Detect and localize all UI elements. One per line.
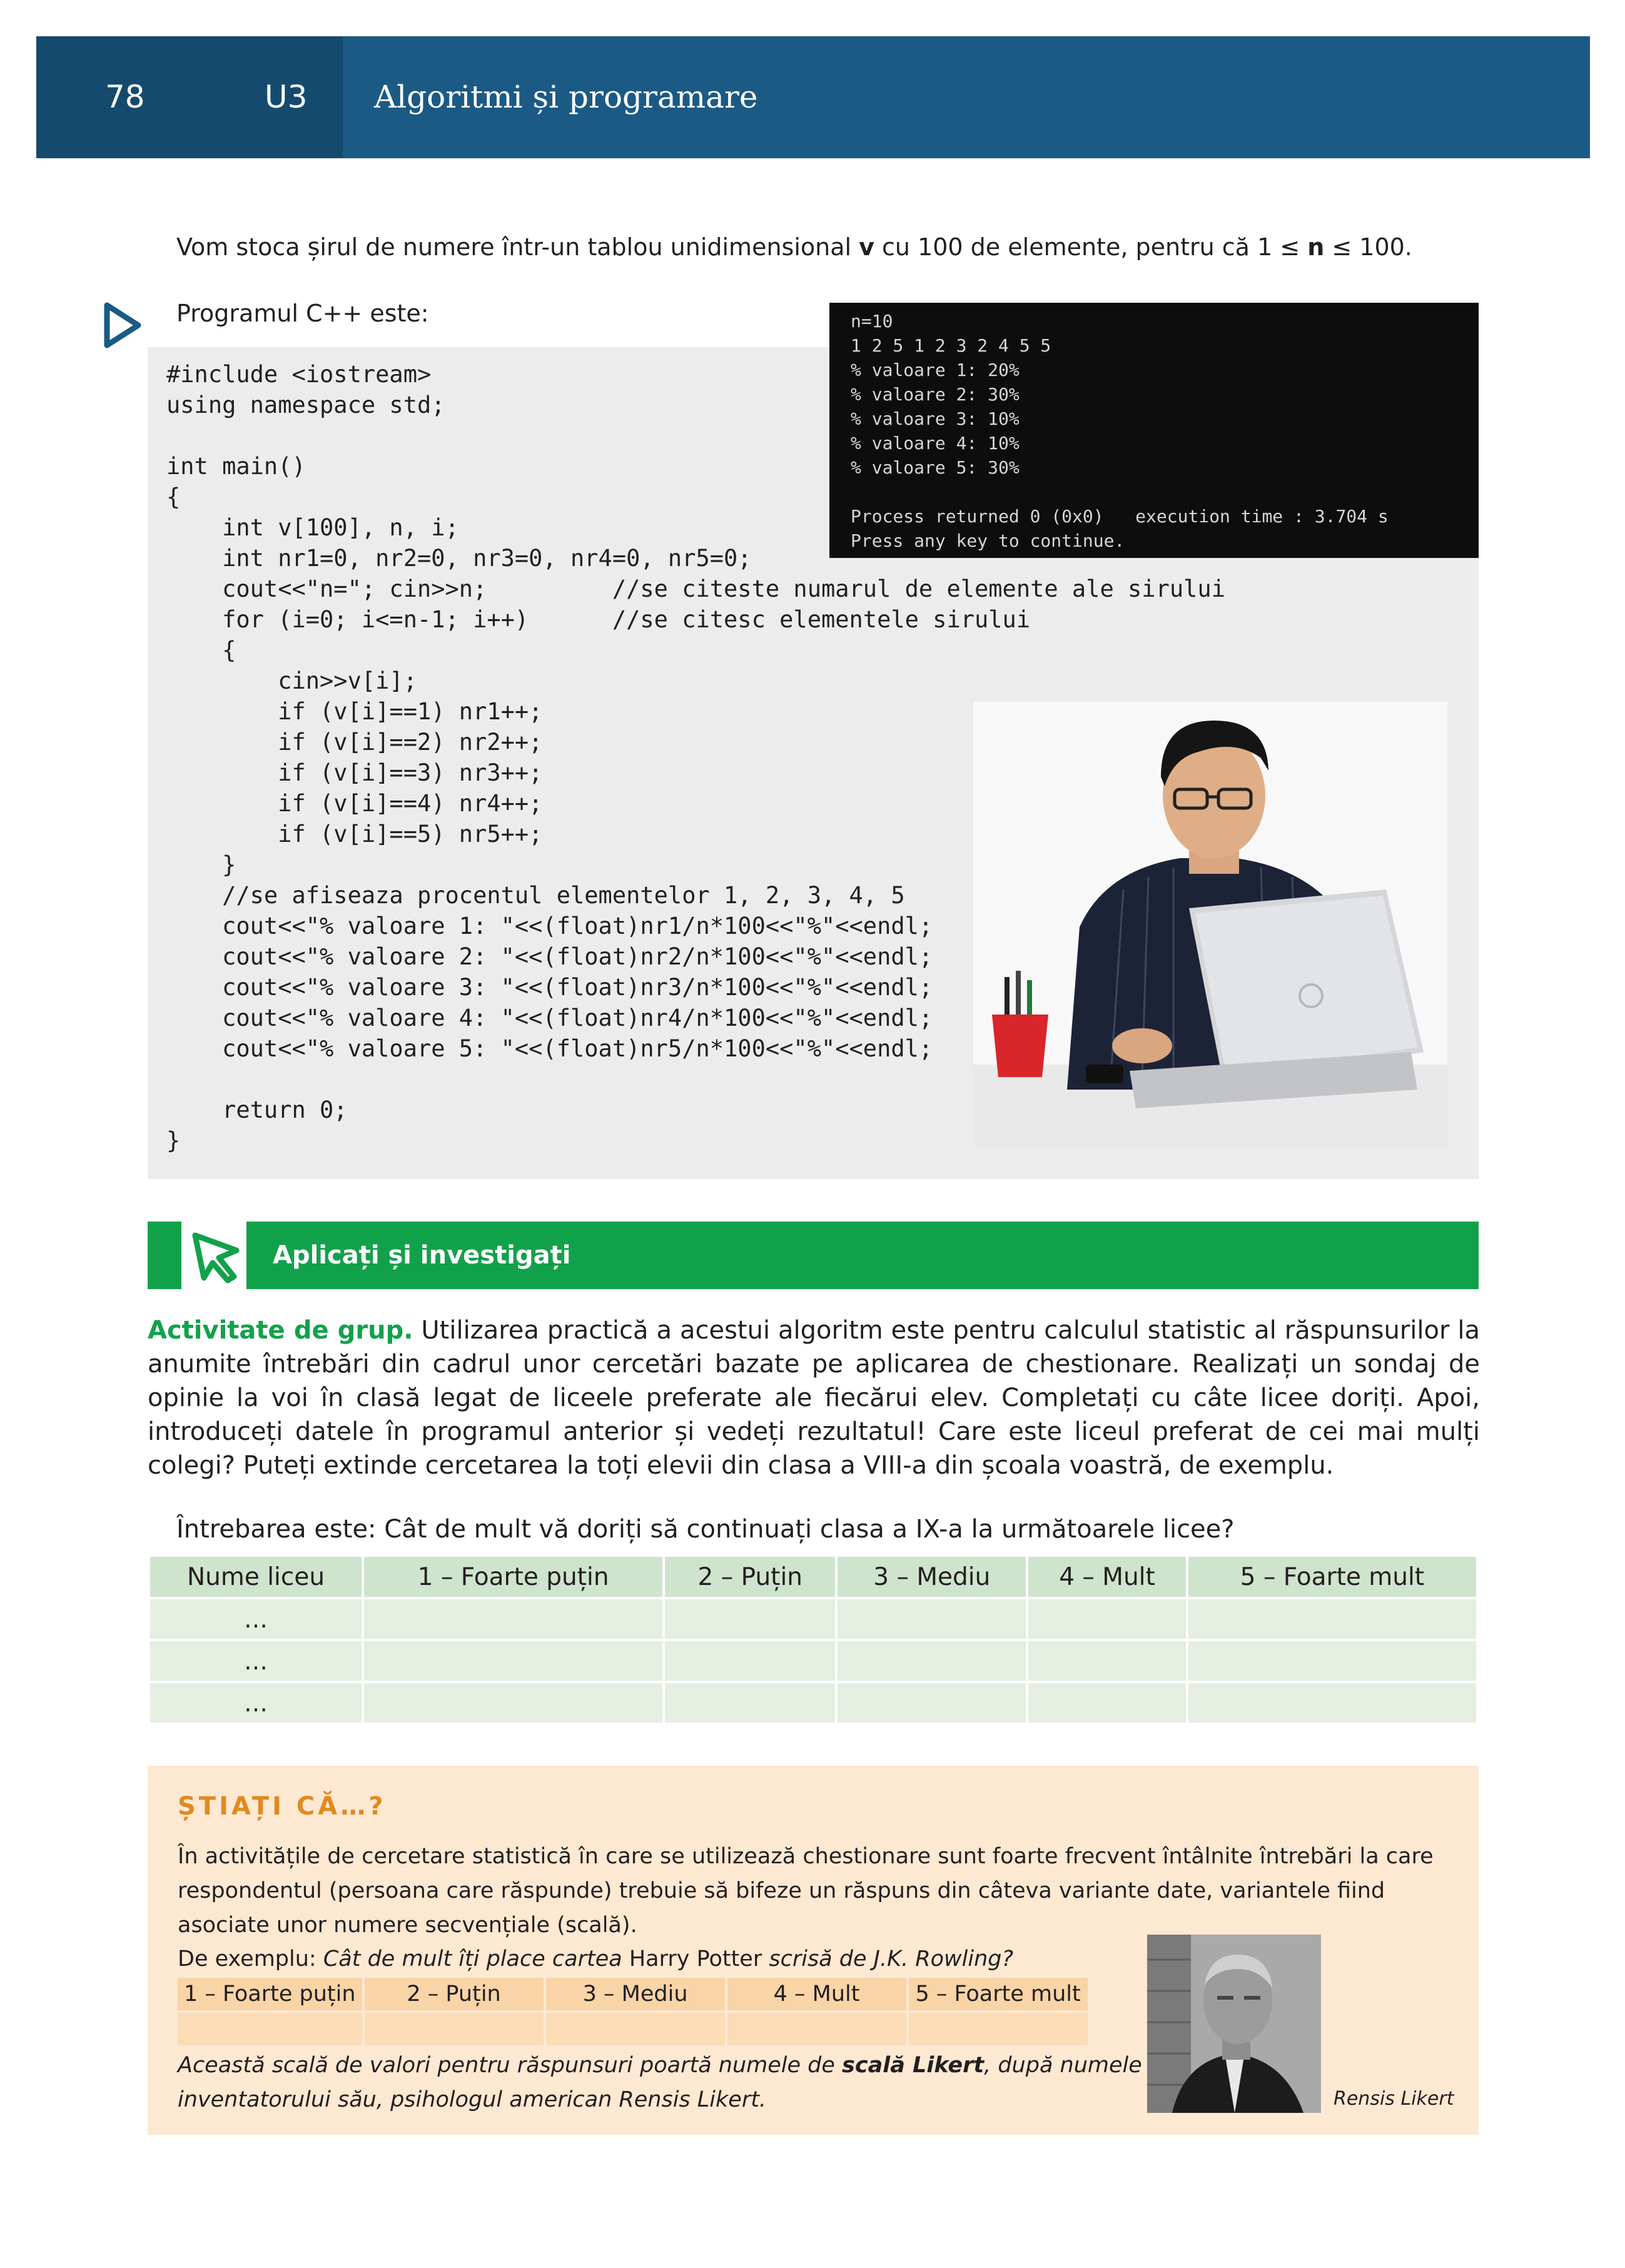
- survey-row: [150, 1683, 1476, 1723]
- rating-cell[interactable]: [665, 1641, 835, 1681]
- likert-answer-cell[interactable]: [909, 2013, 1088, 2045]
- survey-table-header: [150, 1557, 1476, 1597]
- code-line: using namespace std;: [166, 392, 445, 418]
- rating-cell[interactable]: [1028, 1683, 1185, 1723]
- code-line: cout<<"n="; cin>>n; //se citeste numarul de elemente ale sirului: [166, 575, 1225, 602]
- code-line: }: [166, 1127, 181, 1154]
- code-line: //se afiseaza procentul elementelor 1, 2, 3, 4, 5: [166, 882, 905, 909]
- survey-column-header: 1 – Foarte puțin: [364, 1557, 662, 1597]
- conclusion-bold: scală Likert: [842, 2053, 985, 2078]
- intro-var-n: n: [1307, 233, 1325, 261]
- console-line: % valoare 3: 10%: [851, 408, 1020, 429]
- likert-option: 4 – Mult: [727, 1978, 906, 2010]
- school-name-cell[interactable]: …: [150, 1599, 362, 1639]
- play-triangle-icon: [103, 301, 142, 349]
- survey-table: [148, 1554, 1479, 1725]
- code-line: {: [166, 483, 181, 510]
- survey-row: [150, 1641, 1476, 1681]
- activity-lead: Activitate de grup.: [148, 1316, 413, 1345]
- intro-var-v: v: [859, 233, 874, 261]
- code-line: if (v[i]==3) nr3++;: [166, 759, 543, 786]
- example-prefix: De exemplu:: [178, 1947, 323, 1972]
- code-line: int nr1=0, nr2=0, nr3=0, nr4=0, nr5=0;: [166, 545, 752, 572]
- code-line: int main(): [166, 453, 306, 480]
- likert-header-row: [178, 1978, 1088, 2010]
- console-output: [829, 303, 1479, 558]
- did-you-know-paragraph: În activitățile de cercetare statistică în care se utilizează chestionare sunt foarte frecvent întâlnite întrebări la care respondentul (persoana care răspunde) trebuie să bifeze un răspuns din câteva variante date, variantele fiind asociate unor numere secvențiale (scală).: [178, 1844, 1434, 1938]
- survey-column-header: 2 – Puțin: [665, 1557, 835, 1597]
- likert-answer-cell[interactable]: [727, 2013, 906, 2045]
- rating-cell[interactable]: [364, 1683, 662, 1723]
- console-line: % valoare 4: 10%: [851, 433, 1020, 453]
- chapter-title: Algoritmi și programare: [374, 79, 758, 115]
- conclusion-part1: Această scală de valori pentru răspunsuri poartă numele de: [178, 2053, 843, 2078]
- code-line: return 0;: [166, 1096, 348, 1123]
- survey-column-header: 4 – Mult: [1028, 1557, 1185, 1597]
- code-line: if (v[i]==1) nr1++;: [166, 698, 543, 725]
- rensis-likert-portrait: [1147, 1935, 1321, 2113]
- school-name-cell[interactable]: …: [150, 1641, 362, 1681]
- conclusion-part2: , după numele inventatorului său, psihologul american Rensis Likert.: [178, 2053, 1142, 2112]
- rating-cell[interactable]: [1188, 1599, 1476, 1639]
- survey-table-body: [150, 1599, 1476, 1723]
- rating-cell[interactable]: [364, 1599, 662, 1639]
- code-line: cout<<"% valoare 2: "<<(float)nr2/n*100<<"%"<<endl;: [166, 943, 933, 970]
- rating-cell[interactable]: [838, 1683, 1026, 1723]
- program-label: Programul C++ este:: [176, 300, 429, 327]
- page-header: [36, 36, 1590, 158]
- rating-cell[interactable]: [1188, 1641, 1476, 1681]
- rating-cell[interactable]: [665, 1683, 835, 1723]
- question-text: Întrebarea este: Cât de mult vă doriți să continuați clasa a IX-a la următoarele licee?: [176, 1515, 1235, 1544]
- console-line: % valoare 2: 30%: [851, 384, 1020, 405]
- rating-cell[interactable]: [364, 1641, 662, 1681]
- likert-answer-cell[interactable]: [178, 2013, 362, 2045]
- code-line: if (v[i]==5) nr5++;: [166, 821, 543, 848]
- console-line: 1 2 5 1 2 3 2 4 5 5: [851, 335, 1051, 356]
- code-line: {: [166, 637, 236, 664]
- intro-text-1: Vom stoca șirul de numere într-un tablou unidimensional: [176, 233, 859, 261]
- unit-label: U3: [265, 79, 308, 115]
- cursor-arrow-icon: [188, 1229, 244, 1284]
- example-question-part2: scrisă de J.K. Rowling?: [769, 1947, 1014, 1972]
- likert-answer-cell[interactable]: [365, 2013, 544, 2045]
- code-line: if (v[i]==2) nr2++;: [166, 729, 543, 756]
- rating-cell[interactable]: [838, 1641, 1026, 1681]
- did-you-know-heading: ȘTIAȚI CĂ…?: [178, 1792, 387, 1821]
- activity-paragraph: [148, 1314, 1480, 1482]
- console-line: n=10: [851, 311, 893, 332]
- console-line: % valoare 5: 30%: [851, 457, 1020, 478]
- code-line: cout<<"% valoare 5: "<<(float)nr5/n*100<<"%"<<endl;: [166, 1035, 933, 1062]
- man-with-laptop-photo: [973, 702, 1447, 1148]
- code-line: cout<<"% valoare 3: "<<(float)nr3/n*100<<"%"<<endl;: [166, 974, 933, 1001]
- likert-option: 3 – Mediu: [546, 1978, 725, 2010]
- intro-text-3: ≤ 100.: [1324, 233, 1412, 261]
- rating-cell[interactable]: [1028, 1641, 1185, 1681]
- rating-cell[interactable]: [665, 1599, 835, 1639]
- likert-option: 1 – Foarte puțin: [178, 1978, 362, 2010]
- rating-cell[interactable]: [1188, 1683, 1476, 1723]
- intro-sentence: [176, 230, 1412, 264]
- rating-cell[interactable]: [838, 1599, 1026, 1639]
- school-name-cell[interactable]: …: [150, 1683, 362, 1723]
- banner-label: Aplicați și investigați: [273, 1241, 571, 1270]
- intro-text-2: cu 100 de elemente, pentru că 1 ≤: [874, 233, 1308, 261]
- rating-cell[interactable]: [1028, 1599, 1185, 1639]
- likert-empty-row: [178, 2013, 1088, 2045]
- likert-option: 5 – Foarte mult: [909, 1978, 1088, 2010]
- code-line: for (i=0; i<=n-1; i++) //se citesc elementele sirului: [166, 606, 1031, 633]
- survey-column-header: Nume liceu: [150, 1557, 362, 1597]
- console-line: % valoare 1: 20%: [851, 360, 1020, 380]
- code-line: cout<<"% valoare 4: "<<(float)nr4/n*100<<"%"<<endl;: [166, 1005, 933, 1031]
- likert-scale-table: [175, 1975, 1090, 2048]
- likert-conclusion: [178, 2048, 1153, 2117]
- example-question-part1: Cât de mult îți place cartea: [323, 1947, 622, 1972]
- apply-investigate-banner: [148, 1222, 1479, 1289]
- likert-option: 2 – Puțin: [365, 1978, 544, 2010]
- console-line: Press any key to continue.: [851, 530, 1125, 551]
- page-number: 78: [105, 79, 145, 115]
- survey-column-header: 3 – Mediu: [838, 1557, 1026, 1597]
- code-line: }: [166, 851, 236, 878]
- code-line: if (v[i]==4) nr4++;: [166, 790, 543, 817]
- console-line: [851, 480, 1479, 504]
- activity-text: Utilizarea practică a acestui algoritm este pentru calculul statistic al răspunsurilor la anumite întrebări din cadrul unor cercetări bazate pe aplicarea de chestionare. Realizați un sondaj de opinie la voi în clasă legat de liceele preferate ale fiecărui elev. Completați cu câte licee doriți. Apoi, introduceți datele în programul anterior și vedeți rezultatul! Care este liceul preferat de cei mai mulți colegi? Puteți extinde cercetarea la toți elevii din clasa a VIII-a din școala voastră, de exemplu.: [148, 1316, 1480, 1480]
- code-line: cin>>v[i];: [166, 667, 417, 694]
- did-you-know-box: [148, 1766, 1479, 2135]
- likert-answer-cell[interactable]: [546, 2013, 725, 2045]
- portrait-caption: Rensis Likert: [1334, 2088, 1454, 2110]
- example-book-title: Harry Potter: [622, 1947, 769, 1972]
- code-line: cout<<"% valoare 1: "<<(float)nr1/n*100<<"%"<<endl;: [166, 913, 933, 939]
- survey-column-header: 5 – Foarte mult: [1188, 1557, 1476, 1597]
- survey-row: [150, 1599, 1476, 1639]
- code-line: int v[100], n, i;: [166, 514, 459, 541]
- example-line: [178, 1942, 1013, 1977]
- code-line: #include <iostream>: [166, 361, 432, 388]
- console-line: Process returned 0 (0x0) execution time : 3.704 s: [851, 506, 1389, 527]
